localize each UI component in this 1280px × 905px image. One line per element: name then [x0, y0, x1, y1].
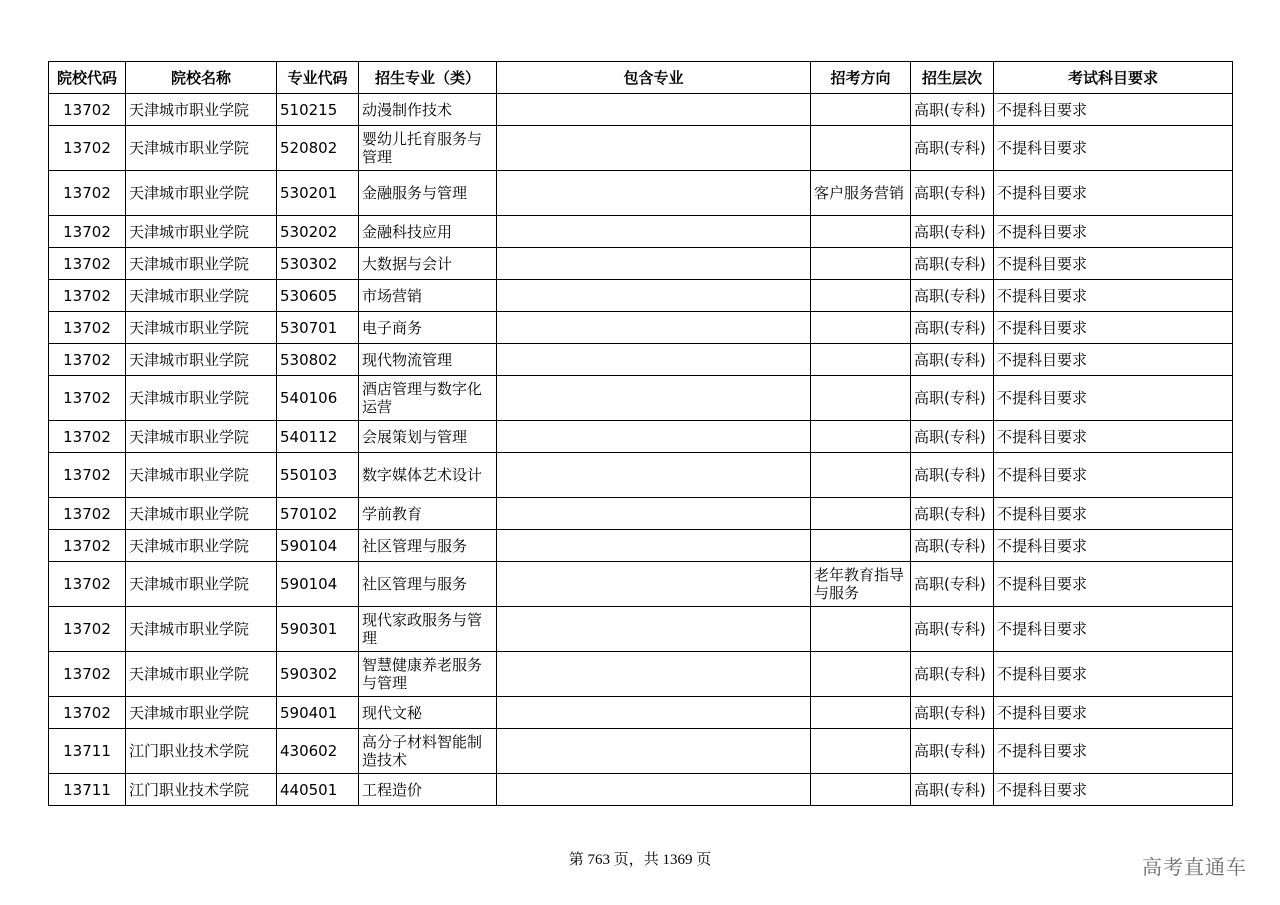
cell-level: 高职(专科)	[911, 697, 994, 729]
cell-level: 高职(专科)	[911, 344, 994, 376]
cell-major-code: 530302	[277, 248, 359, 280]
cell-major: 大数据与会计	[359, 248, 497, 280]
table-row	[49, 453, 1233, 498]
cell-major-code: 510215	[277, 94, 359, 126]
cell-major-code: 530201	[277, 171, 359, 216]
cell-included-majors	[497, 729, 811, 774]
cell-major-code: 530701	[277, 312, 359, 344]
table-row	[49, 498, 1233, 530]
cell-level: 高职(专科)	[911, 729, 994, 774]
cell-major-code: 550103	[277, 453, 359, 498]
cell-school-code: 13702	[49, 421, 126, 453]
table-row	[49, 697, 1233, 729]
header-major: 招生专业（类）	[359, 62, 497, 94]
cell-direction	[811, 530, 911, 562]
cell-major: 学前教育	[359, 498, 497, 530]
table-row	[49, 421, 1233, 453]
cell-major: 酒店管理与数字化运营	[359, 376, 497, 421]
cell-school-code: 13702	[49, 652, 126, 697]
admissions-table	[48, 61, 1233, 806]
cell-school-code: 13702	[49, 697, 126, 729]
cell-school-code: 13711	[49, 729, 126, 774]
cell-major: 电子商务	[359, 312, 497, 344]
cell-included-majors	[497, 248, 811, 280]
cell-subject-requirement: 不提科目要求	[994, 344, 1233, 376]
table-row	[49, 530, 1233, 562]
cell-major-code: 590302	[277, 652, 359, 697]
header-school-code: 院校代码	[49, 62, 126, 94]
cell-subject-requirement: 不提科目要求	[994, 530, 1233, 562]
cell-direction	[811, 774, 911, 806]
cell-school-name: 天津城市职业学院	[126, 280, 277, 312]
cell-major: 会展策划与管理	[359, 421, 497, 453]
cell-included-majors	[497, 126, 811, 171]
cell-school-name: 天津城市职业学院	[126, 171, 277, 216]
cell-direction	[811, 280, 911, 312]
cell-major: 工程造价	[359, 774, 497, 806]
table-row	[49, 344, 1233, 376]
cell-major-code: 530802	[277, 344, 359, 376]
cell-subject-requirement: 不提科目要求	[994, 774, 1233, 806]
header-level: 招生层次	[911, 62, 994, 94]
cell-school-name: 江门职业技术学院	[126, 729, 277, 774]
cell-school-code: 13702	[49, 376, 126, 421]
cell-subject-requirement: 不提科目要求	[994, 421, 1233, 453]
cell-included-majors	[497, 652, 811, 697]
cell-school-code: 13702	[49, 344, 126, 376]
cell-level: 高职(专科)	[911, 126, 994, 171]
cell-level: 高职(专科)	[911, 376, 994, 421]
cell-major-code: 430602	[277, 729, 359, 774]
cell-school-code: 13702	[49, 530, 126, 562]
cell-level: 高职(专科)	[911, 421, 994, 453]
cell-included-majors	[497, 697, 811, 729]
cell-major-code: 590401	[277, 697, 359, 729]
cell-subject-requirement: 不提科目要求	[994, 94, 1233, 126]
cell-major: 婴幼儿托育服务与管理	[359, 126, 497, 171]
cell-major: 高分子材料智能制造技术	[359, 729, 497, 774]
cell-direction	[811, 421, 911, 453]
cell-subject-requirement: 不提科目要求	[994, 312, 1233, 344]
cell-included-majors	[497, 607, 811, 652]
cell-level: 高职(专科)	[911, 562, 994, 607]
cell-included-majors	[497, 498, 811, 530]
cell-school-code: 13702	[49, 94, 126, 126]
table-row	[49, 94, 1233, 126]
cell-level: 高职(专科)	[911, 94, 994, 126]
cell-school-name: 天津城市职业学院	[126, 312, 277, 344]
cell-direction: 老年教育指导与服务	[811, 562, 911, 607]
cell-direction	[811, 312, 911, 344]
cell-major: 金融服务与管理	[359, 171, 497, 216]
cell-level: 高职(专科)	[911, 530, 994, 562]
cell-school-code: 13702	[49, 498, 126, 530]
cell-major: 市场营销	[359, 280, 497, 312]
cell-school-name: 天津城市职业学院	[126, 652, 277, 697]
cell-direction	[811, 453, 911, 498]
cell-school-code: 13702	[49, 562, 126, 607]
cell-direction	[811, 498, 911, 530]
cell-direction	[811, 607, 911, 652]
cell-major: 智慧健康养老服务与管理	[359, 652, 497, 697]
cell-subject-requirement: 不提科目要求	[994, 280, 1233, 312]
cell-direction	[811, 652, 911, 697]
cell-major: 社区管理与服务	[359, 562, 497, 607]
cell-direction	[811, 729, 911, 774]
cell-included-majors	[497, 530, 811, 562]
cell-included-majors	[497, 344, 811, 376]
cell-included-majors	[497, 774, 811, 806]
cell-subject-requirement: 不提科目要求	[994, 216, 1233, 248]
cell-school-name: 天津城市职业学院	[126, 697, 277, 729]
cell-subject-requirement: 不提科目要求	[994, 171, 1233, 216]
cell-school-code: 13702	[49, 126, 126, 171]
cell-school-code: 13702	[49, 453, 126, 498]
cell-included-majors	[497, 280, 811, 312]
cell-subject-requirement: 不提科目要求	[994, 126, 1233, 171]
cell-subject-requirement: 不提科目要求	[994, 562, 1233, 607]
cell-direction	[811, 248, 911, 280]
cell-subject-requirement: 不提科目要求	[994, 376, 1233, 421]
cell-school-name: 天津城市职业学院	[126, 344, 277, 376]
cell-direction	[811, 126, 911, 171]
cell-school-code: 13702	[49, 607, 126, 652]
table-row	[49, 562, 1233, 607]
cell-major: 数字媒体艺术设计	[359, 453, 497, 498]
watermark: 高考直通车	[1142, 855, 1247, 879]
cell-school-name: 天津城市职业学院	[126, 421, 277, 453]
page-number: 第 763 页，共 1369 页	[568, 852, 712, 868]
cell-direction	[811, 344, 911, 376]
cell-included-majors	[497, 376, 811, 421]
cell-school-name: 天津城市职业学院	[126, 248, 277, 280]
cell-major: 动漫制作技术	[359, 94, 497, 126]
cell-school-code: 13702	[49, 171, 126, 216]
cell-subject-requirement: 不提科目要求	[994, 453, 1233, 498]
cell-included-majors	[497, 94, 811, 126]
cell-major-code: 590104	[277, 562, 359, 607]
cell-school-code: 13702	[49, 248, 126, 280]
cell-major-code: 570102	[277, 498, 359, 530]
cell-included-majors	[497, 171, 811, 216]
cell-school-name: 天津城市职业学院	[126, 94, 277, 126]
cell-subject-requirement: 不提科目要求	[994, 729, 1233, 774]
table-row	[49, 312, 1233, 344]
cell-direction	[811, 376, 911, 421]
cell-subject-requirement: 不提科目要求	[994, 697, 1233, 729]
cell-included-majors	[497, 216, 811, 248]
table-row	[49, 216, 1233, 248]
cell-level: 高职(专科)	[911, 248, 994, 280]
cell-level: 高职(专科)	[911, 774, 994, 806]
cell-level: 高职(专科)	[911, 312, 994, 344]
table-row	[49, 126, 1233, 171]
cell-school-name: 天津城市职业学院	[126, 216, 277, 248]
cell-school-code: 13711	[49, 774, 126, 806]
cell-major: 金融科技应用	[359, 216, 497, 248]
cell-major-code: 540106	[277, 376, 359, 421]
table-row	[49, 729, 1233, 774]
cell-major: 社区管理与服务	[359, 530, 497, 562]
cell-direction	[811, 216, 911, 248]
table-row	[49, 607, 1233, 652]
cell-school-name: 江门职业技术学院	[126, 774, 277, 806]
cell-school-name: 天津城市职业学院	[126, 453, 277, 498]
cell-major: 现代家政服务与管理	[359, 607, 497, 652]
cell-school-code: 13702	[49, 216, 126, 248]
cell-direction	[811, 697, 911, 729]
cell-school-name: 天津城市职业学院	[126, 530, 277, 562]
cell-school-name: 天津城市职业学院	[126, 126, 277, 171]
cell-level: 高职(专科)	[911, 498, 994, 530]
cell-major: 现代文秘	[359, 697, 497, 729]
cell-subject-requirement: 不提科目要求	[994, 498, 1233, 530]
header-direction: 招考方向	[811, 62, 911, 94]
cell-major: 现代物流管理	[359, 344, 497, 376]
cell-direction	[811, 94, 911, 126]
cell-included-majors	[497, 421, 811, 453]
cell-level: 高职(专科)	[911, 453, 994, 498]
cell-school-code: 13702	[49, 312, 126, 344]
cell-school-name: 天津城市职业学院	[126, 562, 277, 607]
table-row	[49, 248, 1233, 280]
cell-level: 高职(专科)	[911, 171, 994, 216]
cell-level: 高职(专科)	[911, 652, 994, 697]
cell-level: 高职(专科)	[911, 280, 994, 312]
header-included-majors: 包含专业	[497, 62, 811, 94]
cell-subject-requirement: 不提科目要求	[994, 652, 1233, 697]
cell-subject-requirement: 不提科目要求	[994, 248, 1233, 280]
table-row	[49, 376, 1233, 421]
cell-level: 高职(专科)	[911, 216, 994, 248]
cell-school-name: 天津城市职业学院	[126, 607, 277, 652]
table-row	[49, 171, 1233, 216]
cell-school-code: 13702	[49, 280, 126, 312]
cell-included-majors	[497, 562, 811, 607]
table-row	[49, 652, 1233, 697]
cell-major-code: 530202	[277, 216, 359, 248]
cell-level: 高职(专科)	[911, 607, 994, 652]
header-school-name: 院校名称	[126, 62, 277, 94]
cell-major-code: 540112	[277, 421, 359, 453]
cell-major-code: 520802	[277, 126, 359, 171]
header-subject-requirement: 考试科目要求	[994, 62, 1233, 94]
cell-major-code: 440501	[277, 774, 359, 806]
table-header-row	[49, 62, 1233, 94]
cell-school-name: 天津城市职业学院	[126, 376, 277, 421]
table-body	[49, 94, 1233, 806]
cell-major-code: 590104	[277, 530, 359, 562]
cell-direction: 客户服务营销	[811, 171, 911, 216]
cell-included-majors	[497, 453, 811, 498]
cell-major-code: 530605	[277, 280, 359, 312]
cell-subject-requirement: 不提科目要求	[994, 607, 1233, 652]
cell-school-name: 天津城市职业学院	[126, 498, 277, 530]
header-major-code: 专业代码	[277, 62, 359, 94]
cell-included-majors	[497, 312, 811, 344]
table-row	[49, 280, 1233, 312]
table-row	[49, 774, 1233, 806]
cell-major-code: 590301	[277, 607, 359, 652]
